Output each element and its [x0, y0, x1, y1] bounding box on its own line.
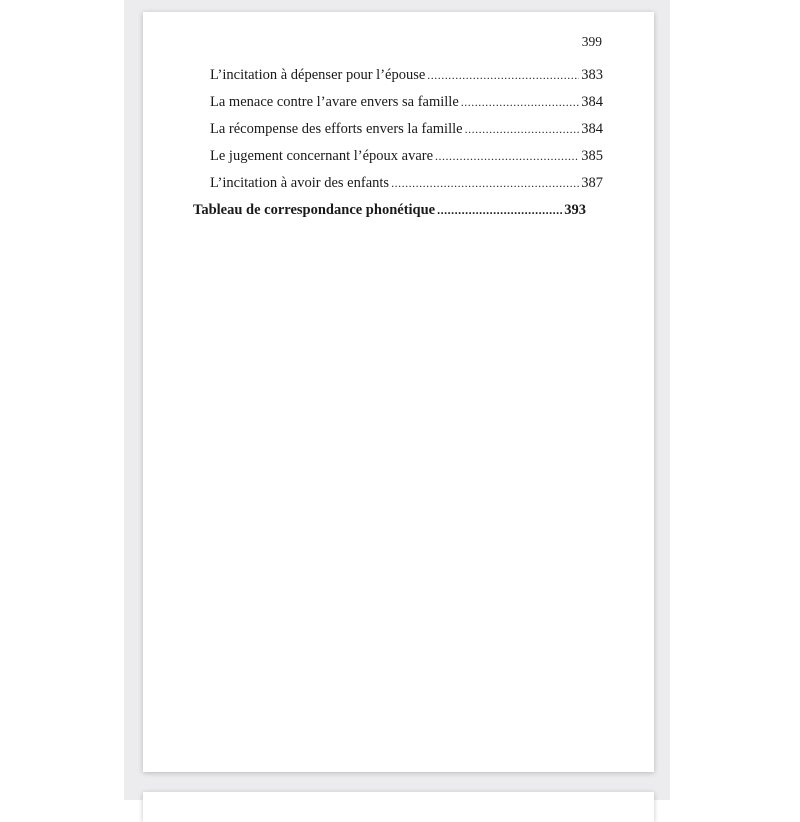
toc-leader-dots	[427, 66, 579, 84]
toc-leader-dots	[465, 120, 580, 138]
toc-entry-title: Le jugement concernant l’époux avare	[210, 148, 434, 164]
page-number: 399	[581, 34, 602, 49]
toc-entry-title: L’incitation à avoir des enfants	[210, 175, 390, 191]
toc-leader-dots	[461, 93, 579, 111]
toc-entry-page: 384	[581, 121, 603, 137]
toc-entry[interactable]	[210, 93, 603, 111]
toc-leader-dots	[435, 147, 579, 165]
toc-entry-page: 384	[581, 94, 603, 110]
toc-entry-page: 385	[581, 148, 603, 164]
toc-entry-page: 387	[581, 175, 603, 191]
toc-leader-dots	[391, 174, 579, 192]
toc-entry-title: La menace contre l’avare envers sa famille	[210, 94, 459, 110]
toc-entry-title: Tableau de correspondance phonétique	[193, 202, 436, 218]
document-page	[143, 12, 654, 772]
toc-entry[interactable]	[210, 147, 603, 165]
toc-entry[interactable]	[210, 66, 603, 84]
toc-entry-page: 393	[564, 202, 586, 218]
toc-entry-main[interactable]	[193, 201, 586, 219]
next-document-page	[143, 792, 654, 822]
toc-entry-title: La récompense des efforts envers la famille	[210, 121, 463, 137]
toc-entry-title: L’incitation à dépenser pour l’épouse	[210, 67, 426, 83]
toc-entry[interactable]	[210, 120, 603, 138]
toc-entry[interactable]	[210, 174, 603, 192]
toc-entry-page: 383	[581, 67, 603, 83]
toc-leader-dots	[437, 201, 562, 219]
